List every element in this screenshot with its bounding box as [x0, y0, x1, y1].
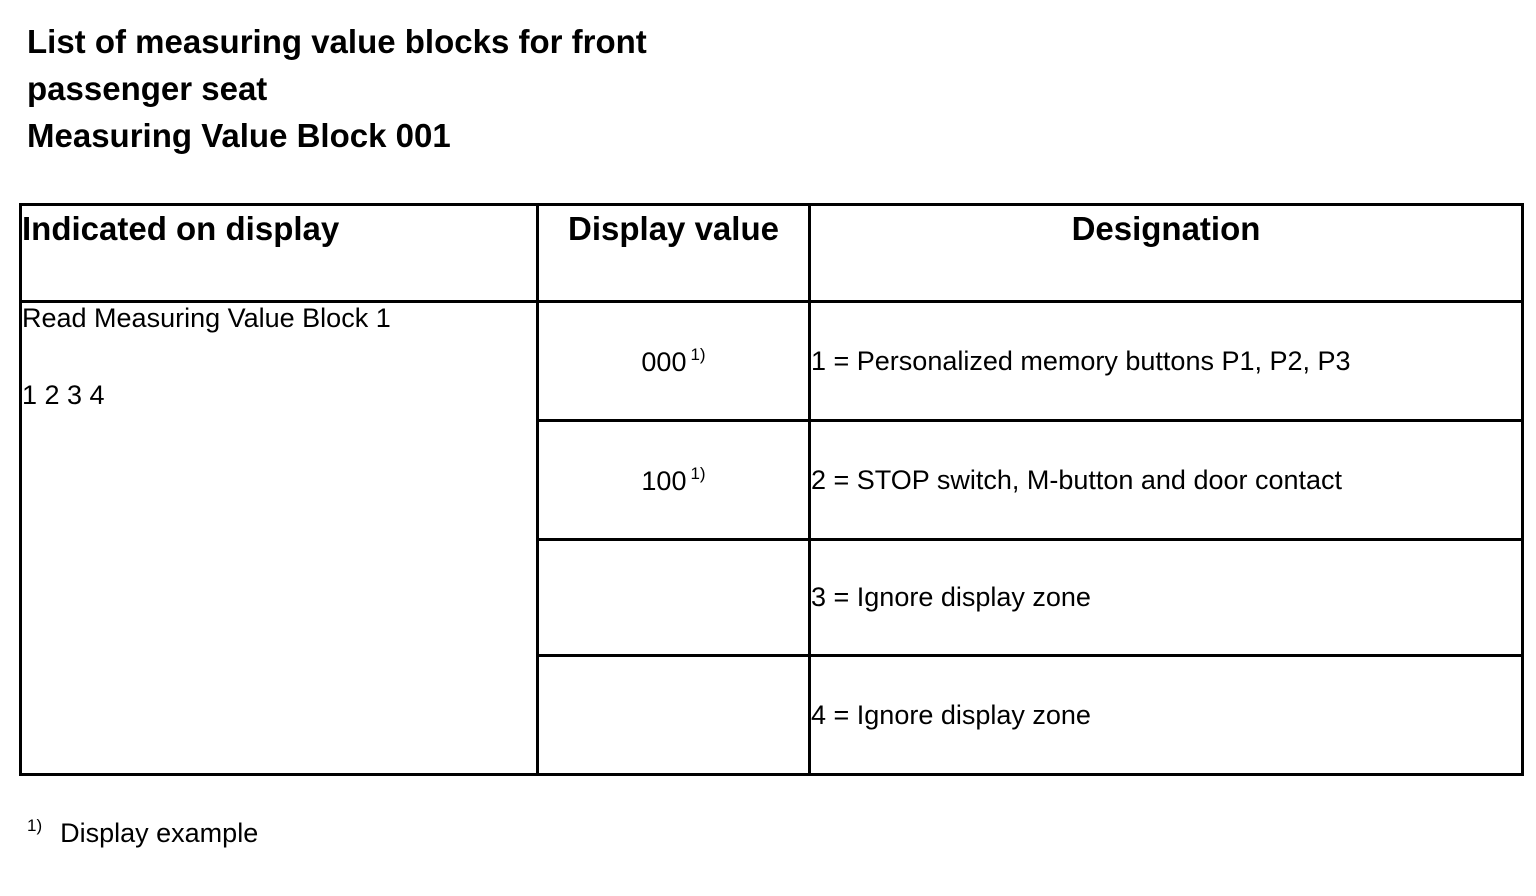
- designation-cell: 4 = Ignore display zone: [810, 656, 1523, 775]
- designation-cell: 2 = STOP switch, M-button and door contact: [810, 421, 1523, 540]
- footnote-text: Display example: [60, 818, 259, 848]
- footnote-mark: 1): [690, 344, 706, 364]
- title-line-2: passenger seat: [27, 70, 268, 107]
- footnote-mark: 1): [690, 463, 706, 483]
- designation-cell: 3 = Ignore display zone: [810, 540, 1523, 656]
- header-designation: Designation: [810, 205, 1523, 302]
- indicated-cell: [21, 302, 538, 775]
- display-value: 000: [641, 346, 687, 377]
- table-header-row: [21, 205, 1523, 302]
- header-display-value: Display value: [538, 205, 810, 302]
- indicated-line-1: Read Measuring Value Block 1: [22, 303, 391, 333]
- display-value-cell: [538, 421, 810, 540]
- indicated-line-2: 1 2 3 4: [22, 380, 105, 410]
- measuring-value-table: [19, 203, 1524, 776]
- footnote: [27, 816, 258, 849]
- title-line-3: Measuring Value Block 001: [27, 117, 451, 154]
- display-value-cell: [538, 656, 810, 775]
- page-title: [27, 18, 647, 159]
- header-indicated-on-display: Indicated on display: [21, 205, 538, 302]
- table-row: [21, 302, 1523, 421]
- designation-cell: 1 = Personalized memory buttons P1, P2, P3: [810, 302, 1523, 421]
- display-value-cell: [538, 302, 810, 421]
- display-value: 100: [641, 465, 687, 496]
- footnote-marker: 1): [27, 816, 43, 835]
- display-value-cell: [538, 540, 810, 656]
- title-line-1: List of measuring value blocks for front: [27, 23, 647, 60]
